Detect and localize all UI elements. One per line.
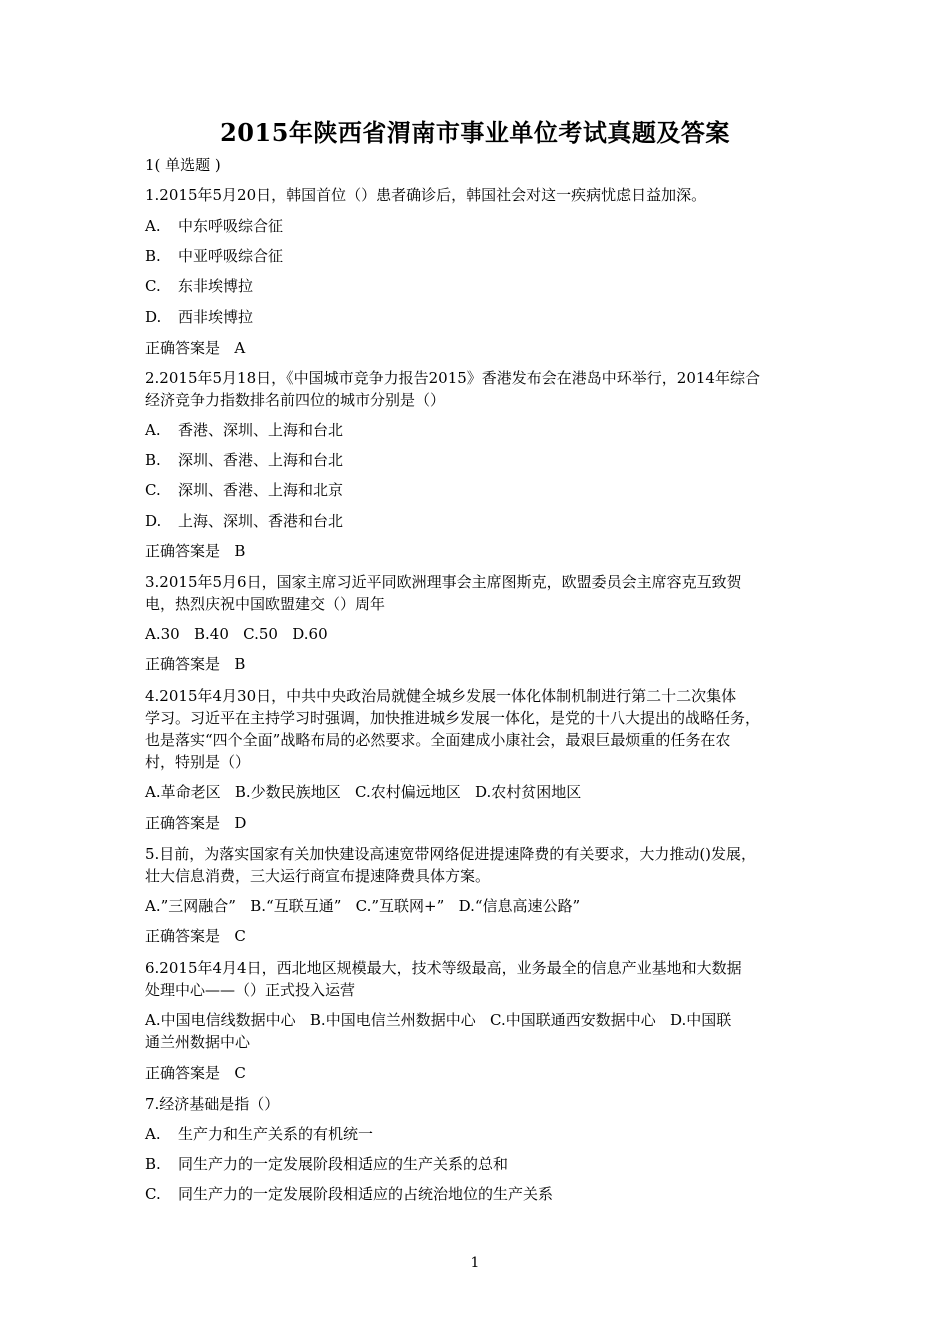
question-1-stem: 1.2015年5月20日，韩国首位（）患者确诊后，韩国社会对这一疾病忧虑日益加深。 xyxy=(145,186,707,204)
question-4-options: A.革命老区 B.少数民族地区 C.农村偏远地区 D.农村贫困地区 xyxy=(145,783,582,801)
question-1-option-b: B. 中亚呼吸综合征 xyxy=(145,247,284,265)
question-2-answer: 正确答案是 B xyxy=(145,542,246,560)
question-6-options-line-2: 通兰州数据中心 xyxy=(145,1033,251,1051)
question-2-option-d: D. 上海、深圳、香港和台北 xyxy=(145,512,344,530)
question-6-answer: 正确答案是 C xyxy=(145,1064,246,1082)
question-1-answer: 正确答案是 A xyxy=(145,339,246,357)
question-6-stem-line-1: 6.2015年4月4日，西北地区规模最大，技术等级最高，业务最全的信息产业基地和大数据 xyxy=(145,959,742,977)
question-7-option-c: C. 同生产力的一定发展阶段相适应的占统治地位的生产关系 xyxy=(145,1185,554,1203)
question-1-option-d: D. 西非埃博拉 xyxy=(145,308,254,326)
question-5-stem-line-1: 5.目前，为落实国家有关加快建设高速宽带网络促进提速降费的有关要求，大力推动()发展， xyxy=(145,845,757,863)
question-6-options-line-1: A.中国电信线数据中心 B.中国电信兰州数据中心 C.中国联通西安数据中心 D.中国联 xyxy=(145,1011,732,1029)
question-7-stem: 7.经济基础是指（） xyxy=(145,1095,280,1113)
page-number: 1 xyxy=(470,1255,480,1271)
question-5-stem-line-2: 壮大信息消费，三大运行商宣布提速降费具体方案。 xyxy=(145,867,491,885)
question-2-stem-line-1: 2.2015年5月18日，《中国城市竞争力报告2015》香港发布会在港岛中环举行，2014年综合 xyxy=(145,369,760,387)
section-heading: 1( 单选题 ) xyxy=(145,156,221,174)
question-5-answer: 正确答案是 C xyxy=(145,927,246,945)
question-4-stem-line-1: 4.2015年4月30日，中共中央政治局就健全城乡发展一体化体制机制进行第二十二次集体 xyxy=(145,687,737,705)
question-1-option-a: A. 中东呼吸综合征 xyxy=(145,217,284,235)
question-5-options: A.”三网融合” B.“互联互通” C.”互联网+” D.“信息高速公路” xyxy=(145,897,581,915)
question-7-option-b: B. 同生产力的一定发展阶段相适应的生产关系的总和 xyxy=(145,1155,509,1173)
question-2-option-c: C. 深圳、香港、上海和北京 xyxy=(145,481,344,499)
question-2-stem-line-2: 经济竞争力指数排名前四位的城市分别是（） xyxy=(145,391,446,409)
question-4-stem-line-4: 村，特别是（） xyxy=(145,753,251,771)
question-2-option-b: B. 深圳、香港、上海和台北 xyxy=(145,451,344,469)
question-7-option-a: A. 生产力和生产关系的有机统一 xyxy=(145,1125,374,1143)
question-4-answer: 正确答案是 D xyxy=(145,814,247,832)
question-2-option-a: A. 香港、深圳、上海和台北 xyxy=(145,421,344,439)
question-3-answer: 正确答案是 B xyxy=(145,655,246,673)
question-1-option-c: C. 东非埃博拉 xyxy=(145,277,254,295)
question-4-stem-line-3: 也是落实“四个全面”战略布局的必然要求。全面建成小康社会，最艰巨最烦重的任务在农 xyxy=(145,731,731,749)
question-6-stem-line-2: 处理中心——（）正式投入运营 xyxy=(145,981,356,999)
question-3-stem-line-1: 3.2015年5月6日，国家主席习近平同欧洲理事会主席图斯克，欧盟委员会主席容克互致贺 xyxy=(145,573,742,591)
question-4-stem-line-2: 学习。习近平在主持学习时强调，加快推进城乡发展一体化，是党的十八大提出的战略任务， xyxy=(145,709,761,727)
question-3-stem-line-2: 电，热烈庆祝中国欧盟建交（）周年 xyxy=(145,595,386,613)
question-3-options: A.30 B.40 C.50 D.60 xyxy=(145,625,328,643)
page-title: 2015年陕西省渭南市事业单位考试真题及答案 xyxy=(220,118,730,147)
